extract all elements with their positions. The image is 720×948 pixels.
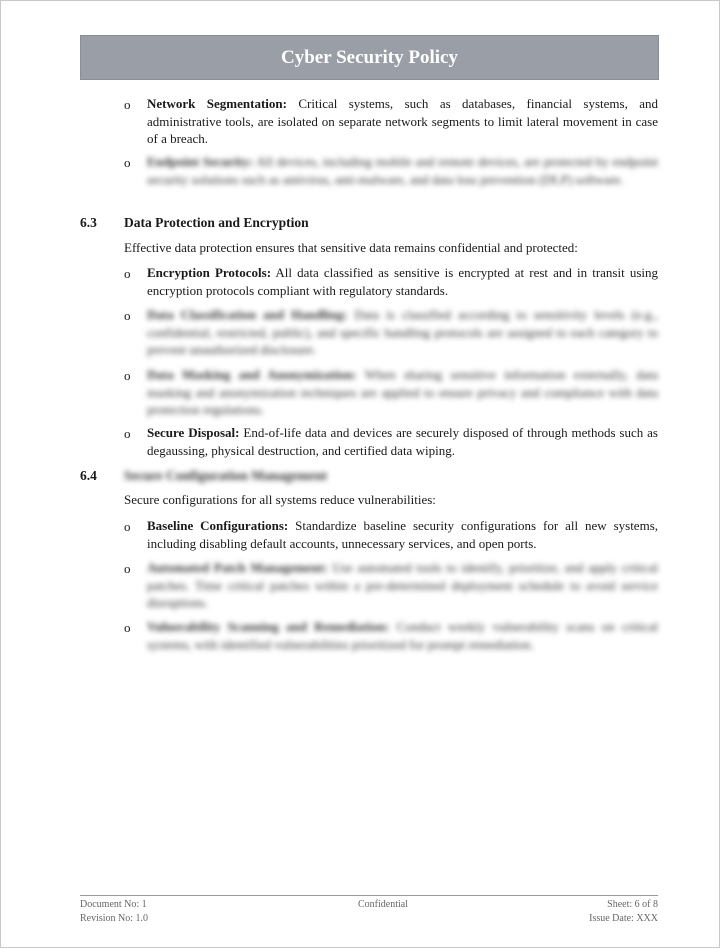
list-item-text: Data is classified according to sensitivity levels (e.g., confidential, restricted, public), and specific handling protocols are assigned to each category to prevent unauthorized disclosure. bbox=[147, 307, 658, 357]
section-heading: Data Protection and Encryption bbox=[124, 215, 309, 230]
section-number: 6.4 bbox=[80, 468, 97, 483]
bullet-icon: o bbox=[124, 426, 131, 441]
footer-divider bbox=[80, 895, 658, 896]
bullet-icon: o bbox=[124, 97, 131, 112]
list-item-text: Conduct weekly vulnerability scans on critical systems, with identified vulnerabilities prioritized for prompt remediation. bbox=[147, 619, 659, 652]
list-item-blurred bbox=[147, 366, 658, 419]
list-item-term: Data Masking and Anonymization: bbox=[147, 367, 357, 382]
list-item bbox=[147, 95, 658, 148]
list-item-term: Encryption Protocols: bbox=[147, 265, 272, 280]
section-heading-blurred: Secure Configuration Management bbox=[124, 468, 327, 483]
list-item-term: Vulnerability Scanning and Remediation: bbox=[147, 619, 390, 634]
list-item bbox=[147, 264, 658, 299]
bullet-icon: o bbox=[124, 620, 131, 635]
footer-document-no: Document No: 1 bbox=[80, 899, 147, 910]
list-item-text: All devices, including mobile and remote devices, are protected by endpoint security solutions such as antivirus, anti-malware, and data loss prevention (DLP) software. bbox=[147, 154, 659, 187]
list-item-blurred bbox=[147, 153, 658, 188]
section-intro: Effective data protection ensures that sensitive data remains confidential and protected: bbox=[124, 240, 578, 255]
list-item-term: Network Segmentation: bbox=[147, 96, 287, 111]
list-item-blurred bbox=[147, 306, 658, 359]
list-item-term: Automated Patch Management: bbox=[147, 560, 328, 575]
list-item-text: End-of-life data and devices are securely disposed of through methods such as degaussing, physical destruction, and certified data wiping. bbox=[147, 425, 658, 458]
bullet-icon: o bbox=[124, 266, 131, 281]
bullet-icon: o bbox=[124, 519, 131, 534]
footer-classification: Confidential bbox=[358, 899, 408, 910]
footer-revision-no: Revision No: 1.0 bbox=[80, 913, 149, 924]
bullet-icon: o bbox=[124, 561, 131, 576]
list-item-term: Baseline Configurations: bbox=[147, 518, 289, 533]
list-item-text: Standardize baseline security configurations for all new systems, including disabling default accounts, unnecessary services, and open ports. bbox=[147, 518, 659, 551]
list-item-text: All data classified as sensitive is encrypted at rest and in transit using encryption protocols compliant with regulatory standards. bbox=[147, 265, 658, 298]
list-item bbox=[147, 517, 658, 552]
bullet-icon: o bbox=[124, 308, 131, 323]
list-item-term: Endpoint Security: bbox=[147, 154, 254, 169]
document-title: Cyber Security Policy bbox=[281, 46, 458, 68]
bullet-icon: o bbox=[124, 155, 131, 170]
section-intro: Secure configurations for all systems reduce vulnerabilities: bbox=[124, 492, 436, 507]
list-item-term: Data Classification and Handling: bbox=[147, 307, 348, 322]
list-item-term: Secure Disposal: bbox=[147, 425, 240, 440]
list-item bbox=[147, 424, 658, 459]
list-item-text: When sharing sensitive information externally, data masking and anonymization techniques are applied to ensure privacy and compliance with data protection regulations. bbox=[147, 367, 658, 417]
list-item-blurred bbox=[147, 618, 658, 653]
document-header bbox=[80, 35, 659, 80]
footer-sheet: Sheet: 6 of 8 bbox=[607, 899, 658, 910]
bullet-icon: o bbox=[124, 368, 131, 383]
list-item-text: Critical systems, such as databases, financial systems, and administrative tools, are isolated on separate network segments to limit lateral movement in case of a breach. bbox=[147, 96, 658, 146]
list-item-text: Use automated tools to identify, prioritize, and apply critical patches. Time critical patches within a pre-determined deployment schedule to avoid service disruptions. bbox=[147, 560, 658, 610]
list-item-blurred bbox=[147, 559, 658, 612]
section-number: 6.3 bbox=[80, 215, 97, 230]
footer-issue-date: Issue Date: XXX bbox=[589, 913, 658, 924]
